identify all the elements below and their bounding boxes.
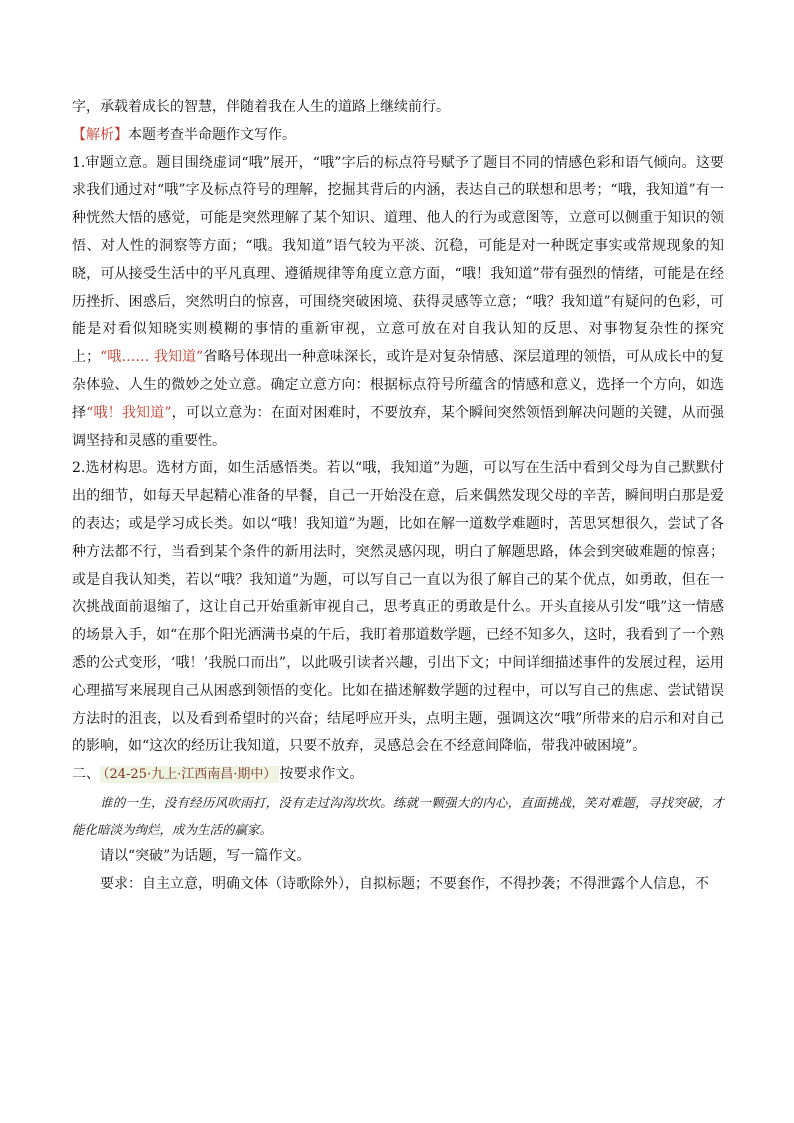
document-page	[72, 94, 724, 899]
section-1-highlight-ellipsis: “哦…… 我知道”	[100, 349, 204, 366]
question-2-number: 二、	[72, 766, 100, 783]
analysis-heading	[72, 122, 724, 150]
section-1-text-a: 1.审题立意。题目围绕虚词“哦”展开，“哦”字后的标点符号赋予了题目不同的情感色彩和语气倾向。这要求我们通过对“哦”字及标点符号的理解，挖掘其背后的内涵，表达自己的联想和思考；“哦，我知道”有一种恍然大悟的感觉，可能是突然理解了某个知识、道理、他人的行为或意图等，立意可以侧重于知识的领悟、对人性的洞察等方面；“哦。我知道”语气较为平淡、沉稳，可能是对一种既定事实或常规现象的知晓，可从接受生活中的平凡真理、遵循规律等角度立意方面，“哦！我知道”带有强烈的情绪，可能是在经历挫折、困惑后，突然明白的惊喜，可围绕突破困境、获得灵感等立意；“哦？我知道”有疑问的色彩，可能是对看似知晓实则模糊的事情的重新审视，立意可放在对自我认知的反思、对事物复杂性的探究上；	[72, 154, 724, 366]
question-2-instruction: 按要求作文。	[279, 766, 364, 783]
essay-material-quote: 谁的一生，没有经历风吹雨打，没有走过沟沟坎坎。练就一颗强大的内心，直面挑战，笑对难题，寻找突破，才能化暗淡为绚烂，成为生活的赢家。	[72, 794, 724, 837]
section-1-paragraph	[72, 150, 724, 456]
section-1-text-c: 省略号体现出一种意味深长，或许是对复杂情感、深层道理的领悟，可从成长中的复杂体验、人生的微妙之处立意。确定立意方向：根据标点符号所蕴含的情感和意义，选择一个方向，如选择	[72, 349, 725, 421]
section-1-highlight-exclaim: “哦！我知道”	[86, 404, 172, 421]
essay-prompt: 请以“突破”为话题，写一篇作文。	[100, 847, 311, 864]
analysis-text: 本题考查半命题作文写作。	[128, 126, 296, 143]
essay-requirements: 要求：自主立意，明确文体（诗歌除外），自拟标题；不要套作，不得抄袭；不得泄露个人信息，不	[100, 875, 709, 892]
question-2-heading	[72, 761, 724, 789]
section-1-text-e: ，可以立意为：在面对困难时，不要放弃，某个瞬间突然领悟到解决问题的关键，从而强调坚持和灵感的重要性。	[72, 404, 725, 449]
question-2-source: （24-25·九上·江西南昌·期中）	[100, 766, 279, 783]
analysis-tag: 【解析】	[72, 126, 128, 143]
section-2-paragraph: 2.选材构思。选材方面，如生活感悟类。若以“哦，我知道”为题，可以写在生活中看到父母为自己默默付出的细节，如每天早起精心准备的早餐，自己一开始没在意，后来偶然发现父母的辛苦，瞬间明白那是爱的表达；或是学习成长类。如以“哦！我知道”为题，比如在解一道数学难题时，苦思冥想很久，尝试了各种方法都不行，当看到某个条件的新用法时，突然灵感闪现，明白了解题思路，体会到突破难题的惊喜；或是自我认知类，若以“哦？我知道”为题，可以写自己一直以为很了解自己的某个优点，如勇敢，但在一次挑战面前退缩了，这让自己开始重新审视自己，思考真正的勇敢是什么。开头直接从引发“哦”这一情感的场景入手，如“在那个阳光洒满书桌的午后，我盯着那道数学题，已经不知多久，这时，我看到了一个熟悉的公式变形，‘哦！’我脱口而出”，以此吸引读者兴趣，引出下文；中间详细描述事件的发展过程，运用心理描写来展现自己从困惑到领悟的变化。比如在描述解数学题的过程中，可以写自己的焦虑、尝试错误方法时的沮丧，以及看到希望时的兴奋；结尾呼应开头，点明主题，强调这次“哦”所带来的启示和对自己的影响，如“这次的经历让我知道，只要不放弃，灵感总会在不经意间降临，带我冲破困境”。	[72, 460, 724, 755]
paragraph-continuation: 字，承载着成长的智慧，伴随着我在人生的道路上继续前行。	[72, 99, 450, 115]
